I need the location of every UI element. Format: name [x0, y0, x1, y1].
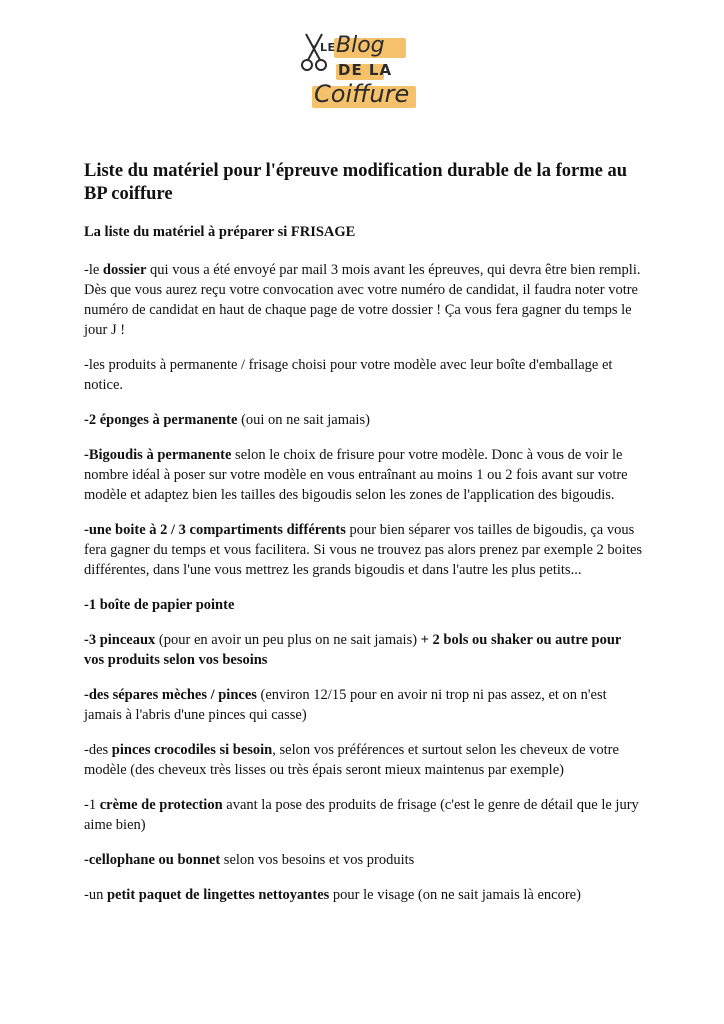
- list-item: -3 pinceaux (pour en avoir un peu plus on ne sait jamais) + 2 bols ou shaker ou autre pour vos produits selon vos besoins: [84, 632, 622, 668]
- blog-logo: [300, 26, 420, 112]
- list-item: -1 crème de protection avant la pose des produits de frisage (c'est le genre de détail que le jury aime bien): [84, 797, 639, 833]
- page-title: Liste du matériel pour l'épreuve modification durable de la forme au BP coiffure: [84, 161, 627, 204]
- list-item: -Bigoudis à permanente selon le choix de frisure pour votre modèle. Donc à vous de voir le nombre idéal à poser sur votre modèle en vous entraînant au moins 1 ou 2 fois avant sur votre modèle et adaptez bien les tailles des bigoudis selon les zones de l'application des bigoudis.: [84, 447, 628, 503]
- list-item: -le dossier qui vous a été envoyé par mail 3 mois avant les épreuves, qui devra être bien rempli. Dès que vous aurez reçu votre convocation avec votre numéro de candidat, il faudra noter votre numéro de candidat en haut de chaque page de votre dossier ! Ça vous fera gagner du temps le jour J !: [84, 262, 641, 338]
- list-item: -cellophane ou bonnet selon vos besoins et vos produits: [84, 852, 415, 868]
- list-item: -une boite à 2 / 3 compartiments différents pour bien séparer vos tailles de bigoudis, ça vous fera gagner du temps et vous facilitera. Si vous ne trouvez pas alors prenez par exemple 2 boites différentes, dans l'une vous mettrez les grands bigoudis et dans l'autre les plus petits...: [84, 522, 643, 578]
- logo-le-text: LE: [320, 41, 336, 54]
- document-body: [84, 160, 644, 920]
- list-item: -des sépares mèches / pinces (environ 12/15 pour en avoir ni trop ni pas assez, et on n'est jamais à l'abris d'une pinces qui casse): [84, 687, 607, 723]
- list-item: -les produits à permanente / frisage choisi pour votre modèle avec leur boîte d'emballage et notice.: [84, 357, 613, 393]
- logo-blog-text: Blog: [336, 33, 385, 58]
- list-item: -un petit paquet de lingettes nettoyantes pour le visage (on ne sait jamais là encore): [84, 887, 581, 903]
- list-item: -2 éponges à permanente (oui on ne sait jamais): [84, 412, 370, 428]
- list-item: -1 boîte de papier pointe: [84, 597, 235, 613]
- section-heading: La liste du matériel à préparer si FRISAGE: [84, 224, 356, 240]
- list-item: -des pinces crocodiles si besoin, selon vos préférences et surtout selon les cheveux de votre modèle (des cheveux très lisses ou très épais seront mieux maintenus par exemple): [84, 742, 619, 778]
- logo-de-la-text: DE LA: [338, 61, 393, 79]
- logo-coiffure-text: Coiffure: [314, 80, 410, 108]
